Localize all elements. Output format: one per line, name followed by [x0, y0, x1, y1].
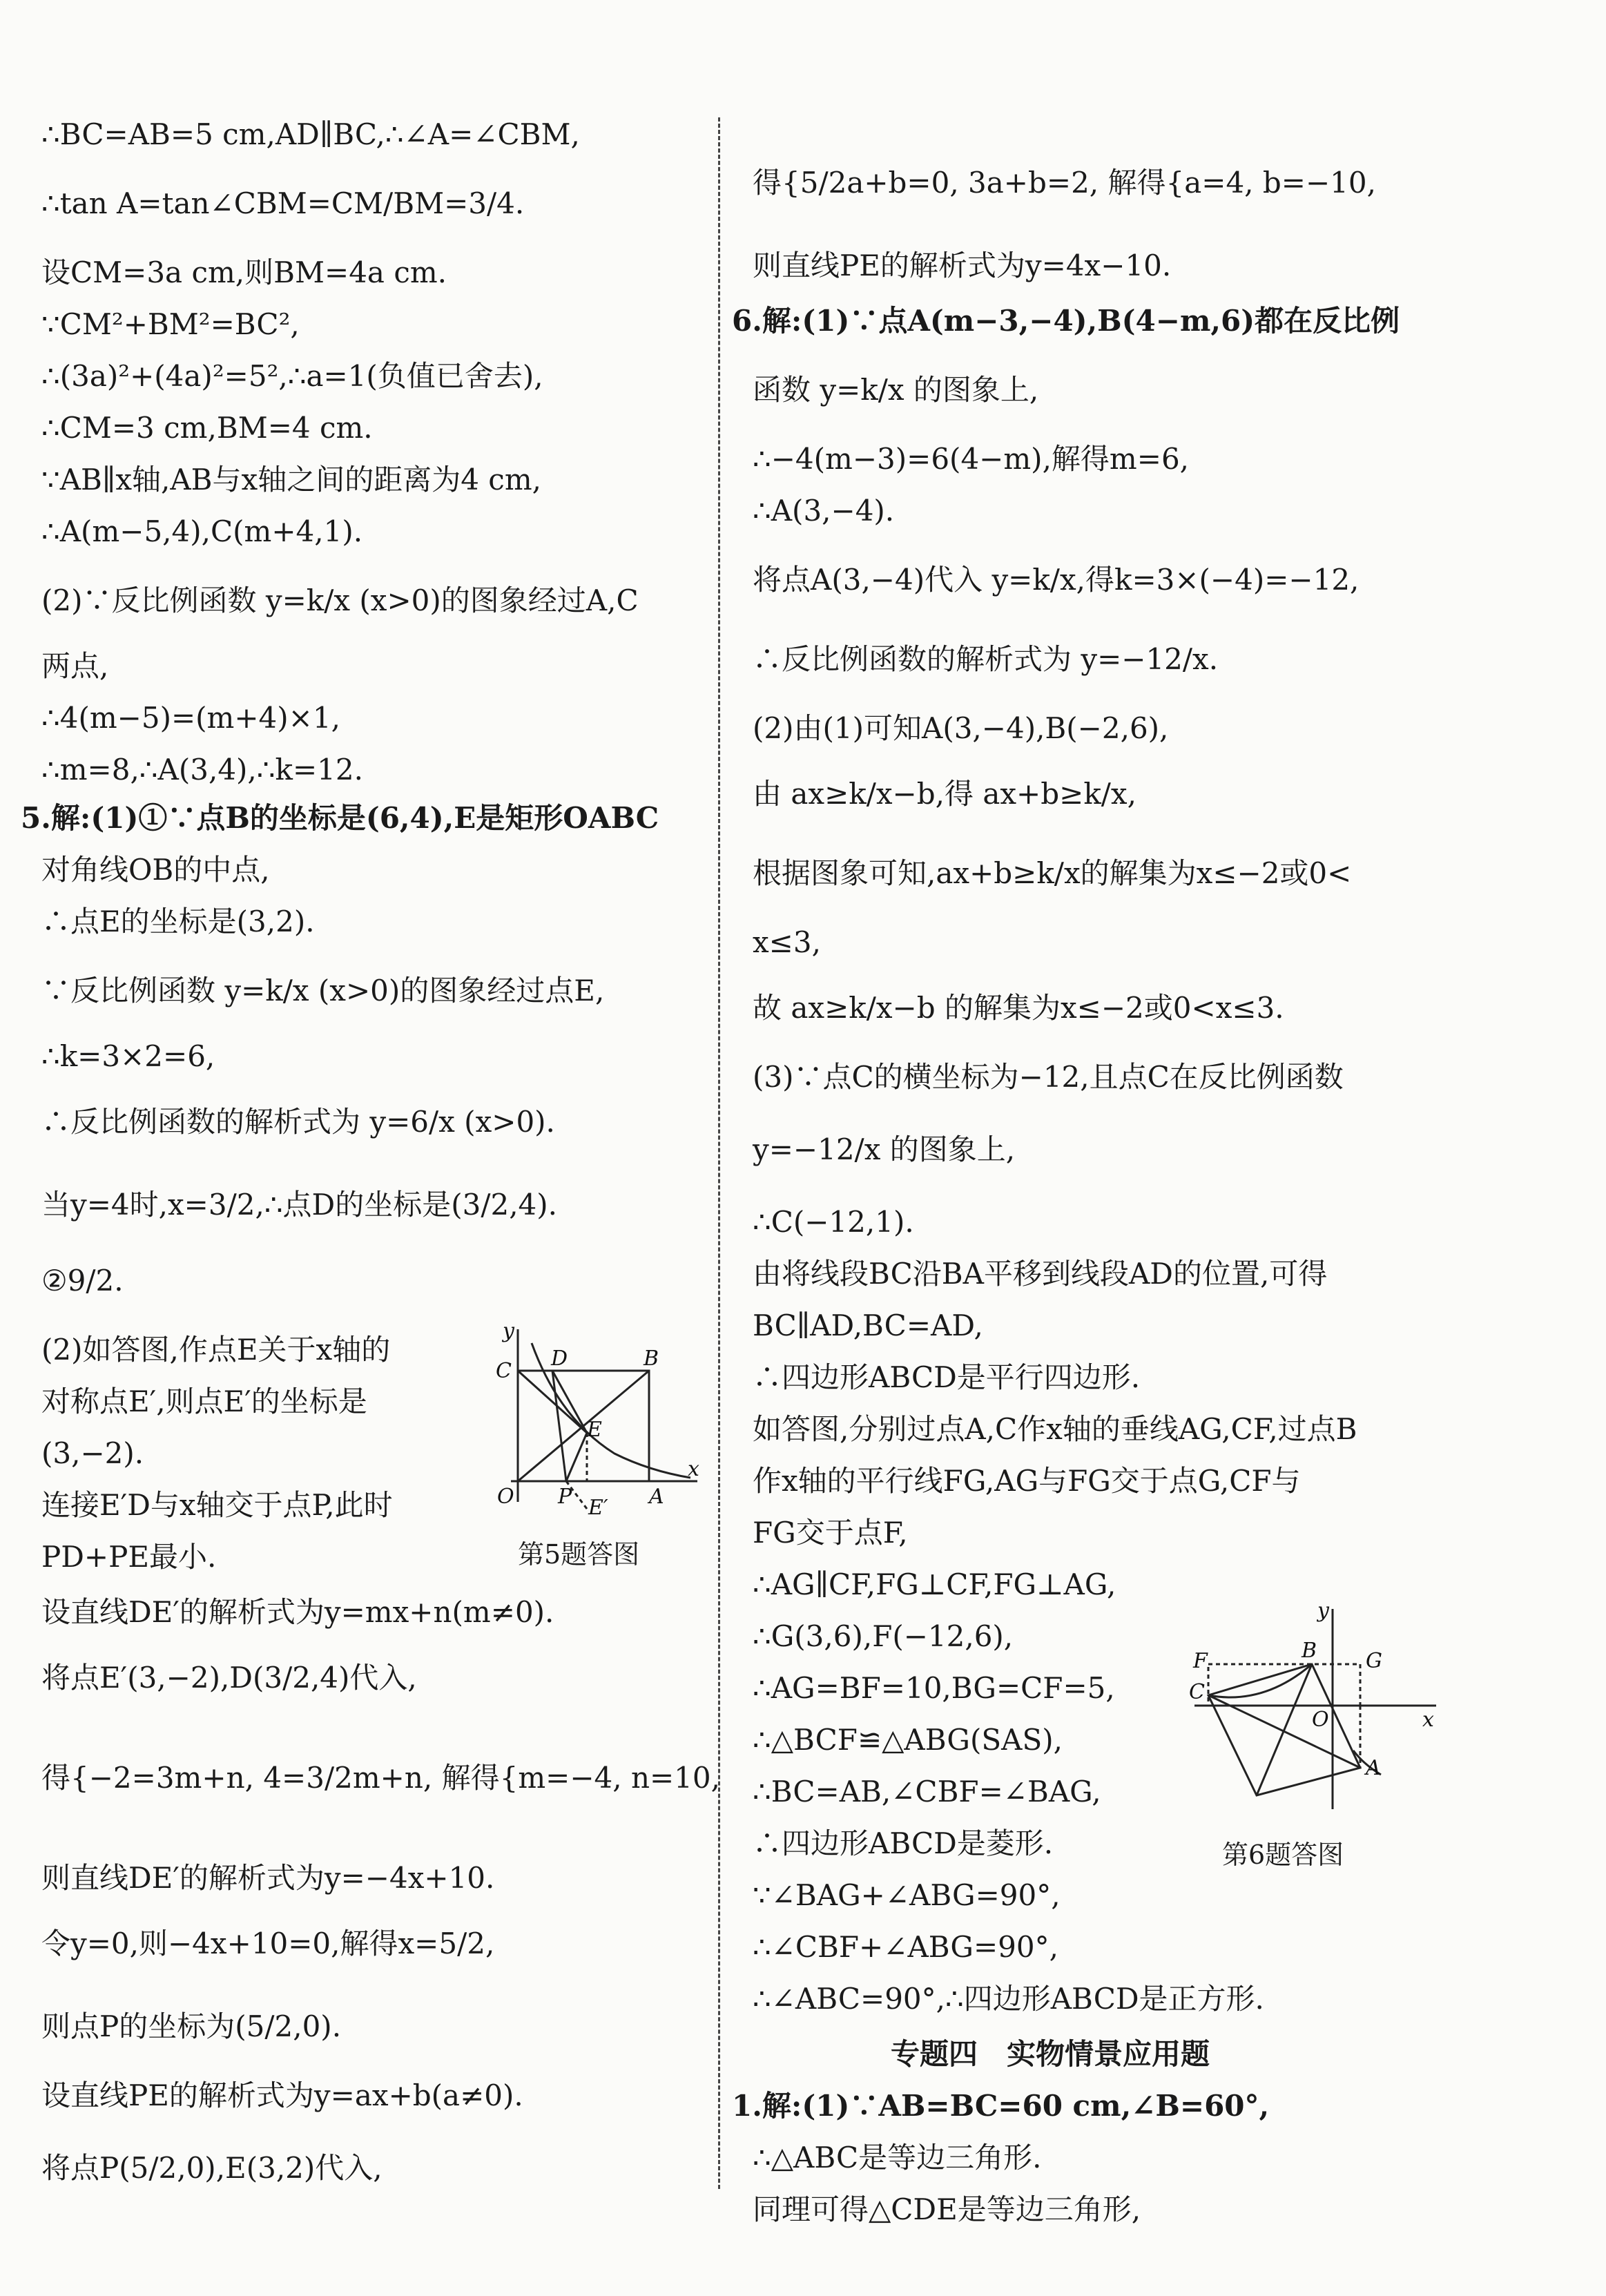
text-line: ∴4(m−5)=(m+4)×1,: [41, 701, 340, 735]
text-line: 对称点E′,则点E′的坐标是: [41, 1385, 367, 1418]
text-line: x≤3,: [753, 925, 821, 959]
problem-5-heading: 5.解:(1)①∵点B的坐标是(6,4),E是矩形OABC: [21, 801, 659, 835]
fig5-label-o: O: [497, 1485, 514, 1509]
text-line: 将点A(3,−4)代入 y=k/x,得k=3×(−4)=−12,: [753, 563, 1360, 597]
text-line: ∴BC=AB,∠CBF=∠BAG,: [753, 1775, 1101, 1808]
text-line: 则直线DE′的解析式为y=−4x+10.: [41, 1861, 495, 1895]
fig5-label-y: y: [503, 1322, 514, 1343]
text-line: ∴−4(m−3)=6(4−m),解得m=6,: [753, 442, 1190, 476]
text-line: FG交于点F,: [753, 1516, 908, 1550]
text-line: ∴∠ABC=90°,∴四边形ABCD是正方形.: [753, 1982, 1264, 2016]
fig6-label-x: x: [1422, 1708, 1434, 1732]
text-line: 当y=4时,x=3/2,∴点D的坐标是(3/2,4).: [41, 1188, 557, 1222]
fig5-label-c: C: [496, 1359, 512, 1383]
fig6-label-b: B: [1302, 1639, 1317, 1663]
text-line: 两点,: [41, 649, 109, 683]
text-line: ∴AG=BF=10,BG=CF=5,: [753, 1671, 1115, 1705]
right-column: [732, 104, 1443, 2227]
fig5-label-p: P: [558, 1485, 572, 1509]
text-line: 函数 y=k/x 的图象上,: [753, 373, 1039, 407]
text-line: 将点P(5/2,0),E(3,2)代入,: [41, 2151, 383, 2185]
text-line: 同理可得△CDE是等边三角形,: [753, 2192, 1141, 2226]
text-line: ∴∠CBF+∠ABG=90°,: [753, 1930, 1058, 1964]
section-title: 专题四 实物情景应用题: [891, 2037, 1210, 2071]
problem-1-heading: 1.解:(1)∵AB=BC=60 cm,∠B=60°,: [732, 2089, 1270, 2123]
text-line: ∵CM²+BM²=BC²,: [41, 307, 300, 341]
text-line: ∵反比例函数 y=k/x (x>0)的图象经过点E,: [41, 974, 605, 1007]
text-line: 将点E′(3,−2),D(3/2,4)代入,: [41, 1661, 417, 1695]
text-line: 令y=0,则−4x+10=0,解得x=5/2,: [41, 1927, 495, 1960]
text-line: ∴G(3,6),F(−12,6),: [753, 1619, 1014, 1653]
figure-6-caption: 第6题答图: [1222, 1840, 1344, 1870]
figure-6-diagram: [1181, 1602, 1443, 1823]
text-line: 作x轴的平行线FG,AG与FG交于点G,CF与: [753, 1464, 1301, 1498]
fig5-label-a: A: [649, 1485, 664, 1509]
text-line: ∴(3a)²+(4a)²=5²,∴a=1(负值已舍去),: [41, 359, 543, 393]
text-line: 由 ax≥k/x−b,得 ax+b≥k/x,: [753, 777, 1136, 811]
text-line: (2)由(1)可知A(3,−4),B(−2,6),: [753, 711, 1169, 745]
text-line: PD+PE最小.: [41, 1540, 217, 1574]
text-line: ∴AG∥CF,FG⊥CF,FG⊥AG,: [753, 1567, 1116, 1601]
text-line: ∴四边形ABCD是菱形.: [753, 1826, 1054, 1860]
text-line: BC∥AD,BC=AD,: [753, 1309, 983, 1342]
text-line: 设直线DE′的解析式为y=mx+n(m≠0).: [41, 1595, 554, 1629]
text-line: 对角线OB的中点,: [41, 853, 270, 887]
text-line: 则直线PE的解析式为y=4x−10.: [753, 249, 1172, 282]
figure-5-diagram: [483, 1322, 704, 1516]
text-line: ∵∠BAG+∠ABG=90°,: [753, 1878, 1061, 1912]
text-line: (2)∵反比例函数 y=k/x (x>0)的图象经过A,C: [41, 583, 639, 617]
text-line: 连接E′D与x轴交于点P,此时: [41, 1488, 393, 1522]
text-line: 得{−2=3m+n, 4=3/2m+n, 解得{m=−4, n=10,: [41, 1761, 720, 1795]
fig5-label-x: x: [688, 1457, 699, 1481]
column-divider: [718, 117, 720, 2189]
text-line: ∴BC=AB=5 cm,AD∥BC,∴∠A=∠CBM,: [41, 117, 580, 151]
text-line: ∴A(m−5,4),C(m+4,1).: [41, 514, 363, 548]
text-line: ∴△ABC是等边三角形.: [753, 2141, 1042, 2174]
text-line: ∴m=8,∴A(3,4),∴k=12.: [41, 753, 363, 787]
figure-5-caption: 第5题答图: [518, 1539, 640, 1570]
text-line: ∴k=3×2=6,: [41, 1039, 215, 1073]
fig5-label-e-prime: E′: [588, 1496, 608, 1516]
text-line: 如答图,分别过点A,C作x轴的垂线AG,CF,过点B: [753, 1412, 1357, 1446]
text-line: (2)如答图,作点E关于x轴的: [41, 1333, 391, 1367]
fig6-label-g: G: [1366, 1649, 1382, 1673]
fig6-label-y: y: [1317, 1602, 1329, 1623]
text-line: (3)∵点C的横坐标为−12,且点C在反比例函数: [753, 1060, 1344, 1094]
fig6-label-a: A: [1366, 1756, 1381, 1780]
text-line: ∴反比例函数的解析式为 y=6/x (x>0).: [41, 1105, 555, 1139]
text-line: 得{5/2a+b=0, 3a+b=2, 解得{a=4, b=−10,: [753, 166, 1376, 200]
text-line: (3,−2).: [41, 1436, 144, 1470]
text-line: ∴△BCF≌△ABG(SAS),: [753, 1723, 1063, 1757]
text-line: ∴点E的坐标是(3,2).: [41, 905, 315, 938]
text-line: y=−12/x 的图象上,: [753, 1132, 1016, 1166]
text-line: ∴CM=3 cm,BM=4 cm.: [41, 411, 373, 445]
problem-6-heading: 6.解:(1)∵点A(m−3,−4),B(4−m,6)都在反比例: [732, 304, 1400, 338]
text-line: 设CM=3a cm,则BM=4a cm.: [41, 255, 447, 289]
text-line: 则点P的坐标为(5/2,0).: [41, 2009, 342, 2043]
text-line: 设直线PE的解析式为y=ax+b(a≠0).: [41, 2078, 523, 2112]
text-line: ∴tan A=tan∠CBM=CM/BM=3/4.: [41, 186, 525, 220]
fig5-label-e: E: [587, 1418, 602, 1442]
text-line: 故 ax≥k/x−b 的解集为x≤−2或0<x≤3.: [753, 991, 1284, 1025]
text-line: ∴反比例函数的解析式为 y=−12/x.: [753, 642, 1219, 676]
text-line: ②9/2.: [41, 1264, 124, 1297]
fig5-label-d: D: [551, 1347, 568, 1371]
left-column: [21, 104, 720, 2227]
fig6-label-c: C: [1189, 1680, 1205, 1704]
text-line: ∴A(3,−4).: [753, 494, 895, 528]
text-line: 由将线段BC沿BA平移到线段AD的位置,可得: [753, 1257, 1328, 1291]
fig6-label-o: O: [1312, 1708, 1329, 1732]
text-line: ∵AB∥x轴,AB与x轴之间的距离为4 cm,: [41, 463, 542, 496]
text-line: ∴四边形ABCD是平行四边形.: [753, 1360, 1141, 1394]
text-line: ∴C(−12,1).: [753, 1205, 914, 1239]
text-line: 根据图象可知,ax+b≥k/x的解集为x≤−2或0<: [753, 856, 1352, 890]
fig5-label-b: B: [644, 1347, 659, 1371]
fig6-label-f: F: [1193, 1649, 1208, 1673]
